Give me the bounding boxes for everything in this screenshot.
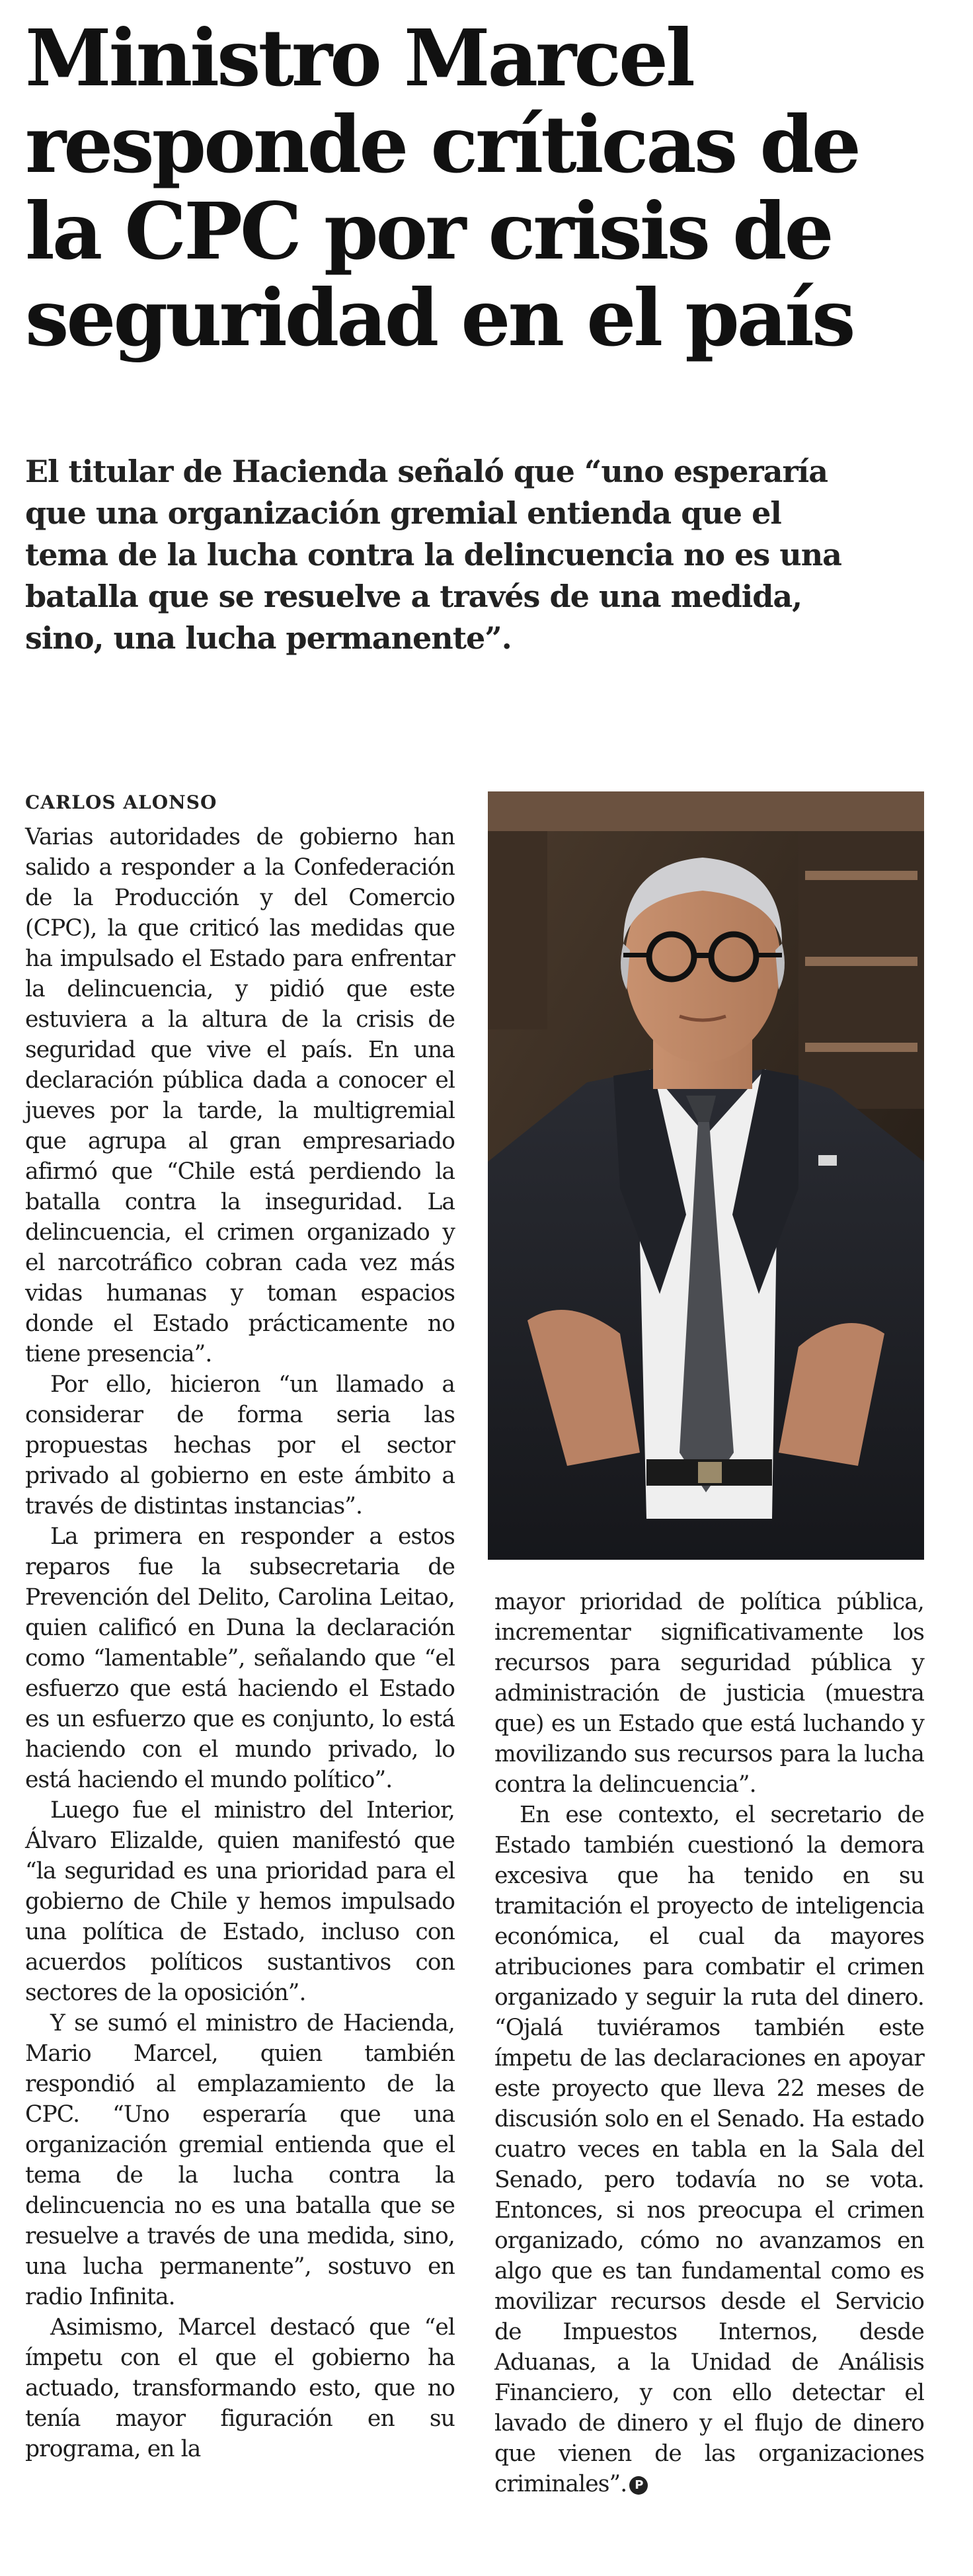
- deck-subtitle: El titular de Hacienda señaló que “uno esperaría que una organización gremial entienda que el tema de la lucha contra la delincuencia no es una batalla que se resuelve a través de una medida, sino, una lucha permanente”.: [25, 454, 841, 656]
- headline: Ministro Marcel responde críticas de la CPC por crisis de seguridad en el país: [25, 12, 859, 364]
- paragraph: La primera en responder a estos reparos fue la subsecretaria de Prevención del Delito, Carolina Leitao, quien calificó en Duna la declaración como “lamentable”, señalando que “el esfuerzo que está haciendo el Estado es un esfuerzo que es conjunto, lo está haciendo con el mundo privado, lo está haciendo el mundo político”.: [25, 1523, 455, 1793]
- paragraph: Luego fue el ministro del Interior, Álvaro Elizalde, quien manifestó que “la seguridad es una prioridad para el gobierno de Chile y hemos impulsado una política de Estado, incluso con acuerdos políticos sustantivos con sectores de la oposición”.: [25, 1797, 455, 2006]
- portrait-illustration: [488, 791, 924, 1560]
- end-of-article-icon: P: [629, 2476, 648, 2495]
- paragraph: Asimismo, Marcel destacó que “el ímpetu con el que el gobierno ha actuado, transformando esto, que no tenía mayor figuración en su programa, en la: [25, 2314, 455, 2462]
- paragraph: mayor prioridad de política pública, incrementar significativamente los recursos para seguridad pública y administración de justicia (muestra que) es un Estado que está luchando y movilizando sus recursos para la lucha contra la delincuencia”.: [494, 1589, 924, 1798]
- byline: CARLOS ALONSO: [25, 791, 217, 813]
- paragraph: Por ello, hicieron “un llamado a considerar de forma seria las propuestas hechas por el sector privado al gobierno en este ámbito a través de distintas instancias”.: [25, 1371, 455, 1519]
- paragraph-final: [494, 1800, 924, 2499]
- paragraph: Varias autoridades de gobierno han salido a responder a la Confederación de la Producción y del Comercio (CPC), la que criticó las medidas que ha impulsado el Estado para enfrentar la delincuencia, y pidió que este estuviera a la altura de la crisis de seguridad que vive el país. En una declaración pública dada a conocer el jueves por la tarde, la multigremial que agrupa al gran empresariado afirmó que “Chile está perdiendo la batalla contra la inseguridad. La delincuencia, el crimen organizado y el narcotráfico cobran cada vez más vidas humanas y toman espacios donde el Estado prácticamente no tiene presencia”.: [25, 824, 455, 1367]
- paragraph-final-text: En ese contexto, el secretario de Estado también cuestionó la demora excesiva que ha tenido en su tramitación el proyecto de inteligencia económica, el cual da mayores atribuciones para combatir el crimen organizado y seguir la ruta del dinero. “Ojalá tuviéramos también este ímpetu de las declaraciones en apoyar este proyecto que lleva 22 meses de discusión solo en el Senado. Ha estado cuatro veces en tabla en la Sala del Senado, pero todavía no se vota. Entonces, si nos preocupa el crimen organizado, cómo no avanzamos en algo que es tan fundamental como es movilizar recursos desde el Servicio de Impuestos Internos, desde Aduanas, a la Unidad de Análisis Financiero, y con ello detectar el lavado de dinero y el flujo de dinero que vienen de las organizaciones criminales”.: [494, 1802, 924, 2497]
- paragraph: Y se sumó el ministro de Hacienda, Mario Marcel, quien también respondió al emplazamiento de la CPC. “Uno esperaría que una organización gremial entienda que el tema de la lucha contra la delincuencia no es una batalla que se resuelve a través de una medida, sino, una lucha permanente”, sostuvo en radio Infinita.: [25, 2010, 455, 2310]
- article-column-2: [494, 1587, 924, 2499]
- article-column-1: [25, 822, 455, 2464]
- minister-photo: [488, 791, 924, 1560]
